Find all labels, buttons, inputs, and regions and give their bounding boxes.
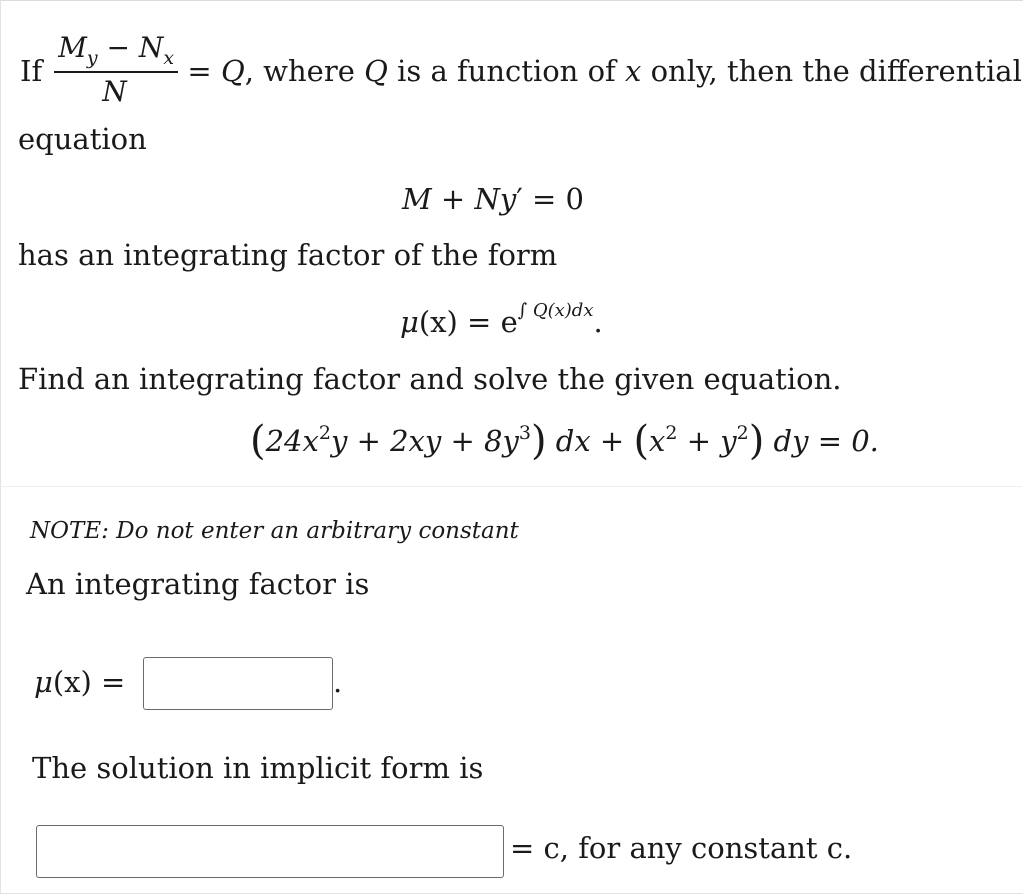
mu-input[interactable] <box>143 657 333 710</box>
condition-fraction <box>54 31 178 111</box>
fraction-bar <box>54 71 178 73</box>
fraction-numerator: $M_y - N_x$ <box>58 31 175 69</box>
solution-input[interactable] <box>36 825 504 878</box>
if-word: If <box>20 54 43 88</box>
mu-period: . <box>333 665 343 699</box>
integrating-factor-heading: An integrating factor is <box>26 567 370 601</box>
solution-heading: The solution in implicit form is <box>32 751 484 785</box>
equation-word: equation <box>18 122 147 156</box>
note-text: NOTE: Do not enter an arbitrary constant <box>30 518 519 544</box>
mu-label: μ(x) = <box>34 665 126 699</box>
condition-line: If $\frac{M_y - N_x}{N}$ = Q , where Q is a function of x only, then the differential <box>20 30 1022 112</box>
ode-general: M + Ny′ = 0 <box>402 182 584 216</box>
integrating-factor-sentence: has an integrating factor of the form <box>18 238 558 272</box>
given-ode: $(24x^2y + 2xy + 8y^3)$ dx + $(x^2 + y^2)$ dy = 0. <box>250 418 879 464</box>
task-sentence: Find an integrating factor and solve the given equation. <box>18 362 842 396</box>
mu-formula: $\mu(x) = e^{\int Q(x)dx}$. <box>400 300 603 339</box>
solution-suffix: = c, for any constant c. <box>510 831 853 865</box>
fraction-denominator: N <box>102 75 127 108</box>
